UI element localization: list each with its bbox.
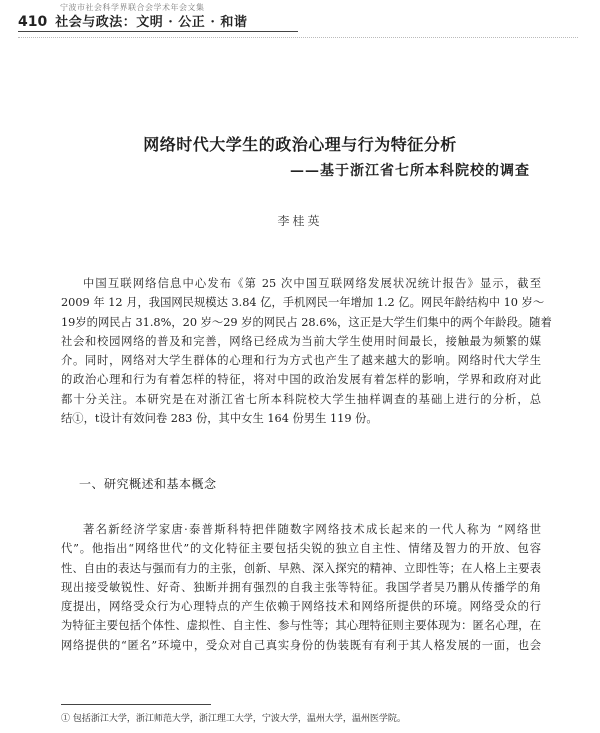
intro-line: 中国互联网络信息中心发布《第 25 次中国互联网络发展状况统计报告》显示，截至 — [83, 277, 541, 290]
header-dotted-divider — [18, 37, 578, 38]
footnote-marker: ① — [61, 714, 71, 724]
footnote-text: 包括浙江大学，浙江师范大学，浙江理工大学，宁波大学，温州大学，温州医学院。 — [72, 714, 406, 724]
body-line: 现出接受敏锐性、好奇、独断并拥有强烈的自我主张等特征。我国学者吴乃鹏从传播学的角 — [61, 580, 541, 594]
body-line: 网络提供的“匿名”环境中，受众对自己真实身份的伪装既有有利于其人格发展的一面，也会 — [61, 638, 541, 652]
journal-title: 社会与政法：文明 · 公正 · 和谐 — [55, 15, 248, 30]
article-title: 网络时代大学生的政治心理与行为特征分析 — [143, 135, 457, 154]
body-line: 代”。他指出“网络世代”的文化特征主要包括尖锐的独立自主性、情绪及智力的开放、包容 — [61, 542, 541, 556]
author-name: 李桂英 — [277, 214, 323, 228]
page-header — [18, 11, 247, 30]
intro-line: 2009 年 12 月，我国网民规模达 3.84 亿，手机网民一年增加 1.2 亿。网民年龄结构中 10 岁～ — [61, 296, 545, 310]
body-line: 性、自由的表达与强而有力的主张，创新、早熟、深入探究的精神、立即性等；在人格上主要表 — [61, 561, 541, 575]
intro-line: 介。同时，网络对大学生群体的心理和行为方式也产生了越来越大的影响。网络时代大学生 — [61, 354, 541, 368]
body-line: 为特征主要包括个体性、虚拟性、自主性、参与性等；其心理特征则主要体现为：匿名心理，在 — [61, 619, 541, 633]
article-subtitle: ——基于浙江省七所本科院校的调查 — [290, 163, 530, 179]
footnote-rule — [61, 704, 211, 705]
footnote — [61, 711, 406, 724]
intro-line: 的政治心理和行为有着怎样的特征，将对中国的政治发展有着怎样的影响，学界和政府对此 — [61, 373, 541, 387]
intro-line: 都十分关注。本研究是在对浙江省七所本科院校大学生抽样调查的基础上进行的分析，总 — [61, 392, 541, 406]
body-line: 著名新经济学家唐·泰普斯科特把伴随数字网络技术成长起来的一代人称为 “网络世 — [83, 523, 541, 536]
intro-line: 结①，t设计有效问卷 283 份，其中女生 164 份男生 119 份。 — [61, 412, 378, 426]
intro-line: 社会和校园网络的普及和完善，网络已经成为当前大学生使用时间最长，接触最为频繁的媒 — [61, 334, 541, 348]
page-number: 410 — [18, 14, 48, 30]
intro-line: 19岁的网民占 31.8%，20 岁～29 岁的网民占 28.6%，这正是大学生们集中的两个年龄段。随着 — [61, 315, 552, 329]
body-paragraph — [61, 520, 541, 655]
running-header-note: 宁波市社会科学界联合会学术年会文集 — [60, 3, 205, 12]
body-line: 度提出，网络受众行为心理特点的产生依赖于网络技术和网络所提供的环境。网络受众的行 — [61, 600, 541, 614]
section-heading: 一、研究概述和基本概念 — [79, 477, 217, 491]
intro-paragraph — [61, 274, 552, 428]
header-rule — [18, 31, 298, 32]
